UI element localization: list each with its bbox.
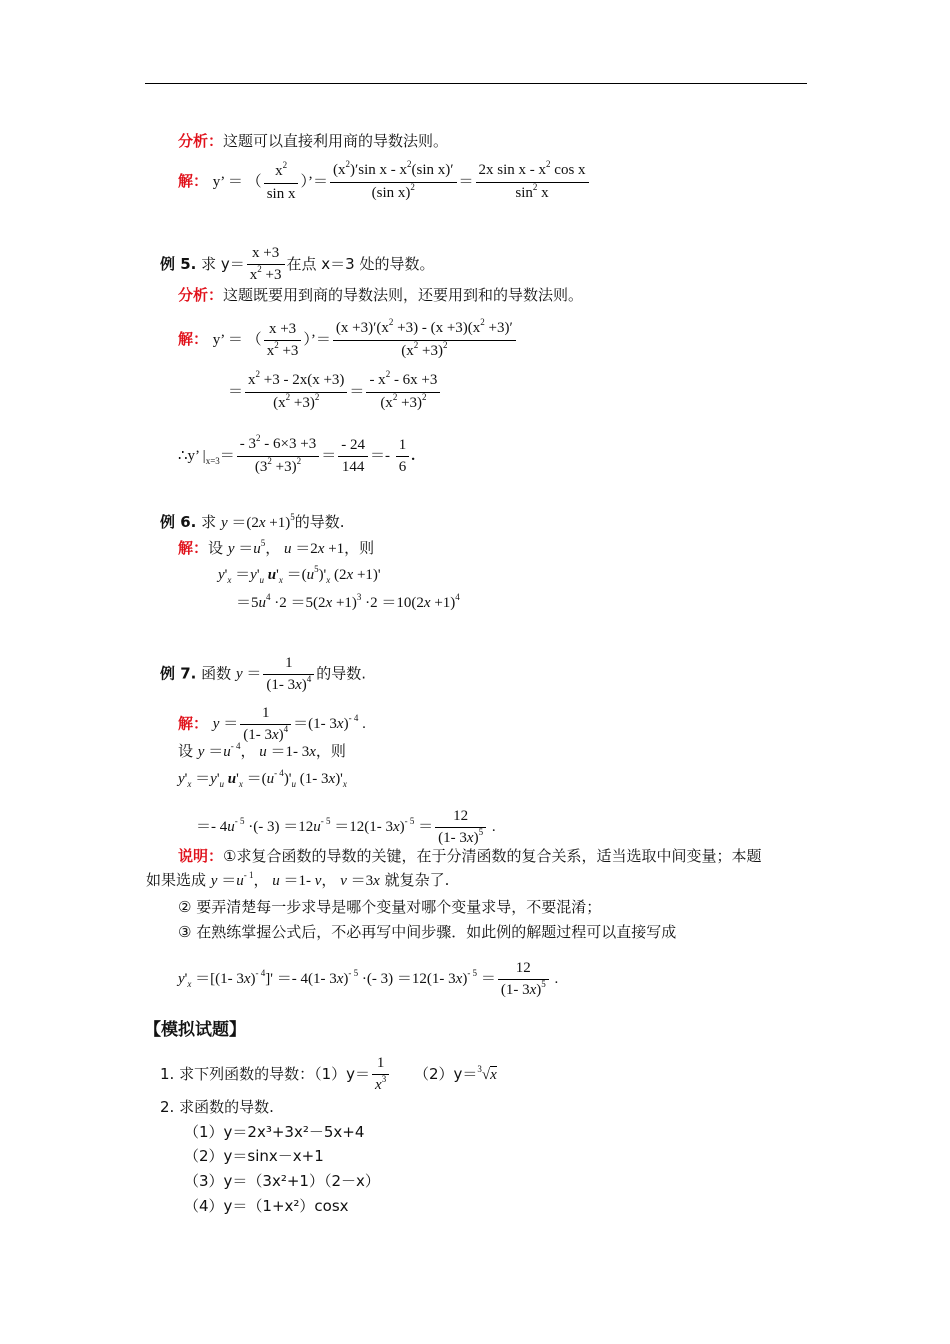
solution-label: 解： bbox=[178, 714, 209, 733]
item-text: （3）y＝（3x²+1）（2－x） bbox=[184, 1172, 380, 1190]
example-5-statement bbox=[160, 243, 434, 287]
example-5-text-post: 在点 x＝3 处的导数。 bbox=[286, 255, 435, 273]
solution-1 bbox=[178, 160, 591, 205]
math-expr: y’ ＝ （ $\frac{x^2}{\text{sin x}}$ ）’＝ $\frac{(x^2)'\sin x - x^2(\sin x)'}{(\sin x)^2}$ ＝ $\frac{2x \sin x - x^2 \cos x}{\sin^2 x}$ bbox=[213, 174, 591, 190]
note-line-2 bbox=[146, 870, 449, 892]
solution-6-step3 bbox=[236, 592, 460, 614]
exercise-item-4 bbox=[184, 1196, 349, 1216]
solution-5-step3 bbox=[178, 434, 415, 479]
let-text: 设 bbox=[208, 539, 224, 557]
analysis-text: 这题既要用到商的导数法则，还要用到和的导数法则。 bbox=[223, 286, 584, 304]
math-expr: $y =(2x +1)^5$ bbox=[220, 512, 295, 531]
item-text: （1）y＝2x³+3x²－5x+4 bbox=[184, 1123, 365, 1141]
example-7-statement bbox=[160, 653, 366, 697]
exercise-item-1 bbox=[184, 1122, 364, 1142]
then-text: ，则 bbox=[315, 742, 346, 760]
math-expr: $\frac{x +3}{x^2 +3}$ bbox=[247, 243, 285, 287]
math-expr: $y'_x =y'_u$ $u'_x =(u^{- 4})'_u$ (1- $3x)'_x$ bbox=[178, 768, 347, 789]
math-expr: y ＝ $\frac{1}{(1- 3x)^4}$ ＝(1- 3x)$^{- 4}$ . bbox=[212, 705, 366, 743]
example-6-statement bbox=[160, 512, 345, 534]
header-rule bbox=[145, 83, 807, 84]
item-text: （2）y＝sinx－x+1 bbox=[184, 1147, 324, 1165]
note-label: 说明： bbox=[178, 847, 224, 865]
example-7-title: 例 7. bbox=[160, 664, 197, 683]
analysis-text: 这题可以直接利用商的导数法则。 bbox=[223, 132, 449, 150]
note-text-4: ③ 在熟练掌握公式后，不必再写中间步骤．如此例的解题过程可以直接写成 bbox=[178, 923, 677, 941]
note-line-1 bbox=[178, 846, 761, 866]
analysis-line-2 bbox=[178, 285, 583, 305]
math-expr: ＝ $\frac{x^2 +3 - 2x(x +3)}{(x^2 +3)^2}$ ＝ $\frac{- x^2 - 6x +3}{(x^2 +3)^2}$ bbox=[228, 384, 442, 400]
math-expr: y ＝ $\frac{1}{(1- 3x)^4}$ bbox=[236, 666, 316, 682]
q2-text: 2. 求函数的导数. bbox=[160, 1098, 274, 1116]
exercise-q2 bbox=[160, 1097, 274, 1117]
solution-5-step1 bbox=[178, 318, 518, 363]
math-expr: $y =u^{- 4}$， u ＝1- 3x bbox=[197, 741, 316, 760]
exercise-q1 bbox=[160, 1053, 497, 1097]
note-formula bbox=[178, 958, 558, 1002]
math-expr: $^3$√x bbox=[477, 1064, 497, 1083]
solution-label: 解： bbox=[178, 171, 209, 190]
analysis-line-1 bbox=[178, 131, 448, 151]
math-expr: ＝- $4u^{- 5}$ ·(- $3) =12u^{- 5} =12(1-$ 3x)$^{- 5}$ ＝ $\frac{12}{(1- 3x)^5}$ . bbox=[196, 808, 496, 846]
example-6-text-post: 的导数. bbox=[294, 513, 345, 531]
note-text-2-post: 就复杂了. bbox=[384, 871, 450, 889]
note-text-3: ② 要弄清楚每一步求导是哪个变量对哪个变量求导，不要混淆； bbox=[178, 898, 602, 916]
example-6-title: 例 6. bbox=[160, 513, 197, 531]
exercise-heading: 【模拟试题】 bbox=[144, 1020, 246, 1040]
math-expr: $\frac{1}{x^3}$ bbox=[372, 1053, 389, 1097]
note-text-2-pre: 如果选成 bbox=[146, 871, 207, 889]
q1-text-mid: （2）y＝ bbox=[413, 1065, 478, 1083]
let-text: 设 bbox=[178, 742, 194, 760]
then-text: ，则 bbox=[344, 539, 375, 557]
exercise-item-3 bbox=[184, 1171, 380, 1191]
example-7-text-post: 的导数. bbox=[316, 664, 367, 683]
note-line-4 bbox=[178, 922, 676, 942]
note-line-3 bbox=[178, 897, 601, 917]
example-5-title: 例 5. bbox=[160, 255, 197, 273]
q1-text-pre: 1. 求下列函数的导数：（1）y＝ bbox=[160, 1065, 371, 1083]
analysis-label: 分析： bbox=[178, 286, 224, 304]
math-expr: ∴y’ $|_{x=3}=$ $\frac{- 3^2 - 6\times 3 +3}{(3^2 +3)^2}$ ＝ $\frac{- 24}{144}$ ＝- $\frac{1}{6}$ . bbox=[178, 433, 415, 475]
solution-7-step4 bbox=[196, 806, 496, 850]
math-expr: $y'_x =[(1-$ 3x)$^{- 4}$]' ＝- 4(1- 3x)$^{- 5}$ ·(- 3) ＝12(1- 3x)$^{- 5}$ ＝ $\frac{12}{(1- 3x)^5}$ . bbox=[178, 960, 559, 998]
example-7-text-pre: 函数 bbox=[201, 664, 232, 683]
math-expr: y’ ＝ （ $\frac{x +3}{x^2 +3}$ ）’＝ $\frac{(x +3)'(x^2 +3) - (x +3)(x^2 +3)'}{(x^2 +3)^2}$ bbox=[213, 332, 518, 348]
exercise-item-2 bbox=[184, 1146, 324, 1166]
solution-6-step1 bbox=[178, 538, 374, 560]
solution-6-step2 bbox=[218, 564, 381, 586]
note-text-1: ①求复合函数的导数的关键，在于分清函数的复合关系，适当选取中间变量；本题 bbox=[223, 847, 762, 865]
math-expr: $y'_x =y'_u$ $u'_x =(u^5)'_x$ (2x +1)' bbox=[218, 564, 381, 585]
solution-label: 解： bbox=[178, 539, 209, 557]
math-expr: $y =u^{- 1}$， u ＝1- v， v ＝3x bbox=[210, 870, 380, 889]
example-5-text-pre: 求 y＝ bbox=[201, 255, 245, 273]
math-expr: $y =u^5$， u ＝2x +1 bbox=[227, 538, 345, 557]
solution-7-step3 bbox=[178, 768, 347, 790]
example-6-text-pre: 求 bbox=[201, 513, 217, 531]
analysis-label: 分析： bbox=[178, 132, 224, 150]
section-heading bbox=[144, 1020, 246, 1040]
math-expr: $=5u^4 \cdot 2 =5(2x +1)^3 \cdot 2 =10(2x +1)^4$ bbox=[236, 592, 460, 611]
solution-7-step2 bbox=[178, 741, 346, 763]
solution-label: 解： bbox=[178, 329, 209, 348]
item-text: （4）y＝（1+x²）cosx bbox=[184, 1197, 349, 1215]
solution-5-step2 bbox=[228, 370, 442, 415]
